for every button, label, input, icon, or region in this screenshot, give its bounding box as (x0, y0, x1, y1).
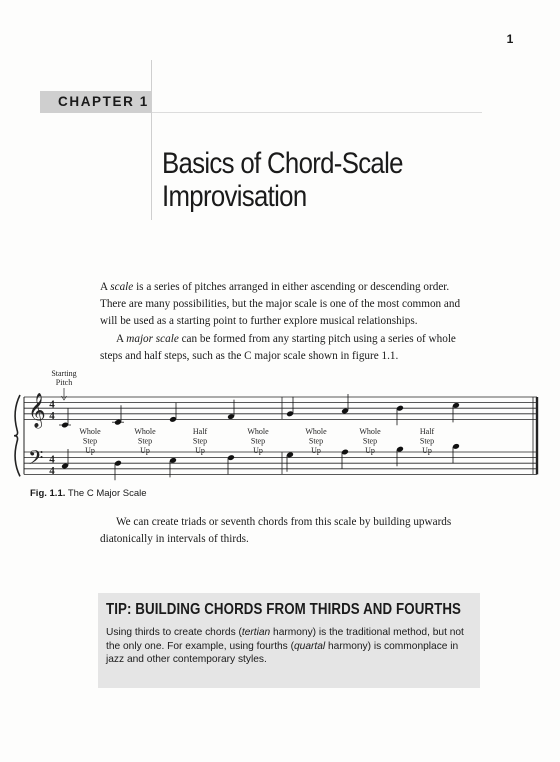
chapter-title-line-2: Improvisation (162, 180, 307, 213)
trim-line-horizontal (152, 112, 482, 113)
step-label: Whole (79, 427, 101, 436)
paragraph-triads (100, 514, 472, 548)
para2-line2: steps and half steps, such as the C major scale shown in figure 1.1. (100, 350, 399, 362)
starting-label-line2: Pitch (55, 378, 73, 387)
step-label: Step (250, 436, 266, 446)
step-label: Up (365, 446, 375, 455)
page-number: 1 (506, 32, 514, 46)
chapter-title-line-1: Basics of Chord-Scale (162, 147, 403, 180)
treble-clef: 𝄞 (28, 393, 46, 428)
step-label: Step (82, 436, 98, 446)
paragraph-major-scale (100, 331, 472, 365)
step-label: Whole (305, 427, 327, 436)
time-signature-top: 4 (49, 453, 55, 466)
tip-title: TIP: BUILDING CHORDS FROM THIRDS AND FOURTHS (106, 601, 462, 618)
tip-line1: Using thirds to create chords (tertian harmony) is the traditional method, but not (106, 627, 464, 638)
time-signature-bottom: 4 (49, 464, 55, 477)
para1-line1: A scale is a series of pitches arranged in either ascending or descending order. (100, 281, 450, 293)
step-label: Up (140, 446, 150, 455)
chapter-label: CHAPTER 1 (58, 94, 149, 109)
step-label: Whole (247, 427, 269, 436)
step-label: Half (419, 427, 435, 436)
grand-staff (0, 366, 560, 490)
figure-caption: Fig. 1.1. The C Major Scale (30, 488, 147, 499)
brace (14, 395, 20, 476)
step-label: Up (422, 446, 432, 455)
paragraph-scale-definition (100, 279, 472, 330)
step-label: Step (192, 436, 208, 446)
tip-body (106, 626, 478, 667)
chapter-title (162, 147, 403, 213)
starting-label-line1: Starting (51, 369, 77, 378)
step-label: Step (308, 436, 324, 446)
time-signature-bottom: 4 (49, 409, 55, 422)
step-label: Step (362, 436, 378, 446)
time-signature-top: 4 (49, 398, 55, 411)
trim-line-vertical (151, 60, 152, 220)
para2-line1: A major scale can be formed from any starting pitch using a series of whole (116, 333, 456, 345)
tip-line3: jazz and other contemporary styles. (106, 654, 267, 665)
para3-line1: We can create triads or seventh chords from this scale by building upwards (116, 516, 452, 528)
step-label: Step (137, 436, 153, 446)
tip-line2: the only one. For example, using fourths (quartal harmony) is commonplace in (106, 640, 459, 652)
step-label: Half (192, 427, 208, 436)
para1-line3: will be used as a starting point to further explore musical relationships. (100, 315, 418, 327)
step-label: Up (195, 446, 205, 455)
para3-line2: diatonically in intervals of thirds. (100, 533, 249, 545)
bass-clef: 𝄢 (28, 446, 44, 474)
step-label: Up (253, 446, 263, 455)
step-label: Up (311, 446, 321, 455)
figure-c-major-scale (0, 366, 560, 490)
step-label: Step (419, 436, 435, 446)
step-label: Up (85, 446, 95, 455)
step-label: Whole (134, 427, 156, 436)
para1-line2: There are many possibilities, but the major scale is one of the most common and (100, 298, 461, 310)
step-label: Whole (359, 427, 381, 436)
